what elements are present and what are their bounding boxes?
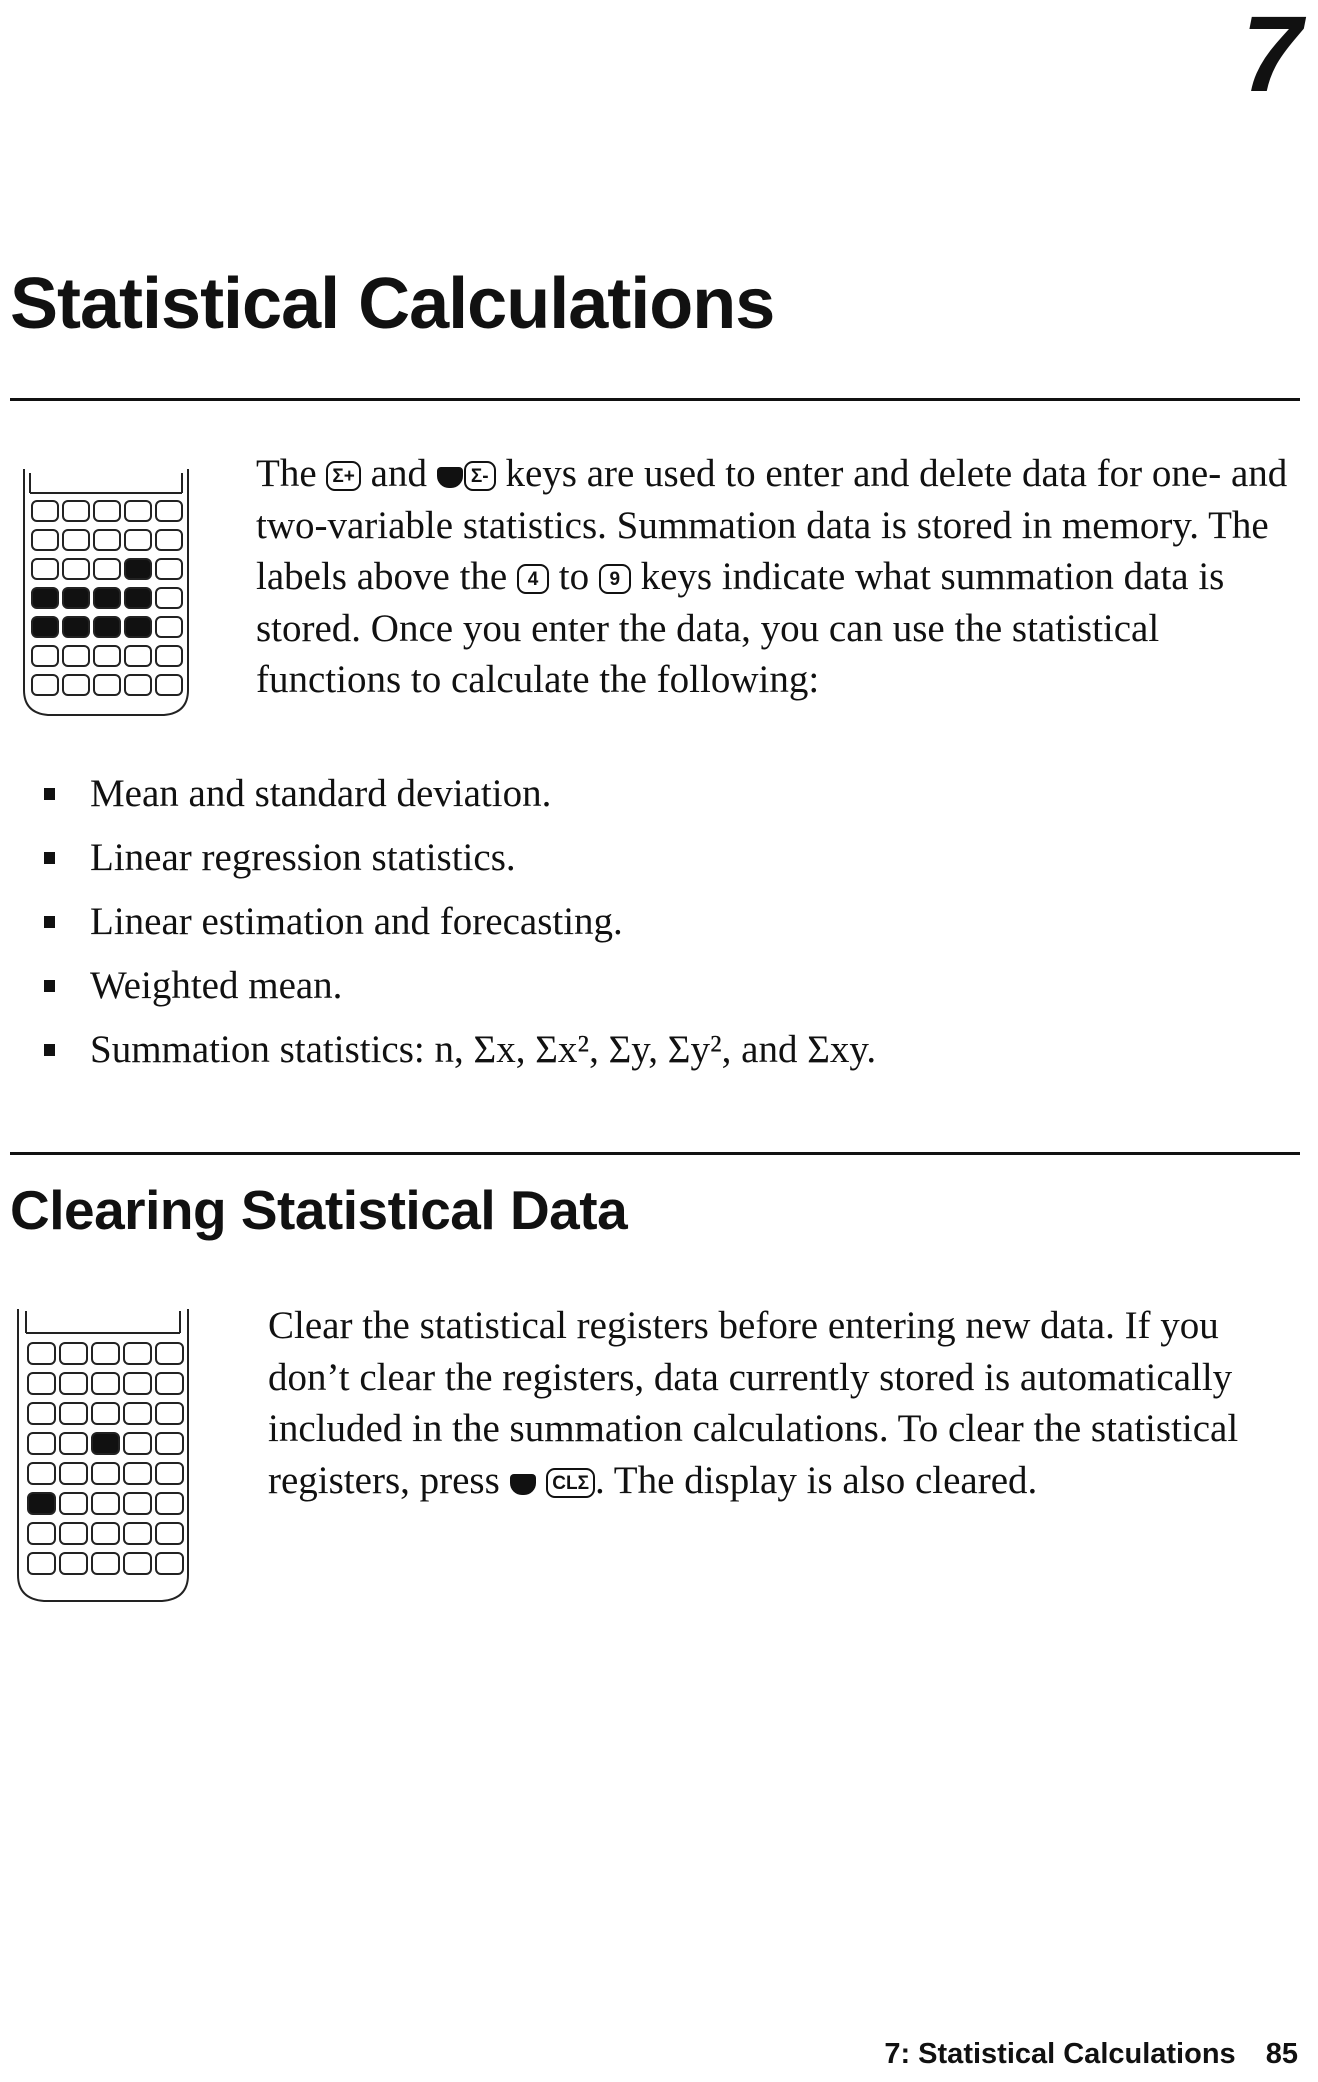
section-title: Clearing Statistical Data bbox=[10, 1179, 628, 1241]
key-4: 4 bbox=[517, 564, 549, 594]
calculator-key bbox=[92, 1403, 119, 1424]
calculator-key bbox=[32, 501, 58, 521]
list-item bbox=[40, 954, 876, 1018]
calculator-key bbox=[156, 1523, 183, 1544]
list-item-text: Mean and standard deviation. bbox=[90, 772, 552, 815]
calculator-key bbox=[60, 1523, 87, 1544]
intro-text-4: to bbox=[558, 555, 590, 598]
calculator-key bbox=[156, 1403, 183, 1424]
calculator-key bbox=[156, 501, 182, 521]
calculator-keyboard-icon bbox=[18, 465, 198, 720]
calculator-key bbox=[156, 1463, 183, 1484]
calculator-key bbox=[28, 1343, 55, 1364]
list-item bbox=[40, 890, 876, 954]
calculator-key bbox=[125, 588, 151, 608]
statistics-list bbox=[40, 762, 876, 1082]
calculator-keys bbox=[32, 501, 182, 695]
clearing-text-2: . The display is also cleared. bbox=[595, 1458, 1038, 1502]
calculator-key bbox=[60, 1553, 87, 1574]
bullet-icon bbox=[44, 980, 55, 992]
calculator-key bbox=[156, 675, 182, 695]
calculator-key bbox=[125, 501, 151, 521]
list-item-text: Linear estimation and forecasting. bbox=[90, 900, 623, 943]
chapter-number: 7 bbox=[1241, 0, 1298, 114]
calculator-key bbox=[28, 1433, 55, 1454]
calculator-key bbox=[28, 1523, 55, 1544]
list-item bbox=[40, 762, 876, 826]
calculator-key bbox=[156, 559, 182, 579]
list-item bbox=[40, 826, 876, 890]
calculator-key bbox=[156, 530, 182, 550]
clear-sigma-key: CLΣ bbox=[546, 1468, 595, 1498]
calculator-key bbox=[63, 559, 89, 579]
calculator-key bbox=[125, 530, 151, 550]
calculator-key bbox=[92, 1493, 119, 1514]
calculator-key bbox=[125, 617, 151, 637]
calculator-key bbox=[156, 1493, 183, 1514]
calculator-key bbox=[94, 588, 120, 608]
calculator-key bbox=[28, 1553, 55, 1574]
calculator-key bbox=[156, 1433, 183, 1454]
calculator-key bbox=[124, 1523, 151, 1544]
calculator-key bbox=[92, 1433, 119, 1454]
calculator-key bbox=[63, 530, 89, 550]
calculator-key bbox=[60, 1463, 87, 1484]
intro-text-2: and bbox=[370, 452, 427, 495]
calculator-key bbox=[63, 617, 89, 637]
page-number: 85 bbox=[1265, 2038, 1298, 2070]
calculator-key bbox=[124, 1553, 151, 1574]
calculator-key bbox=[156, 617, 182, 637]
calculator-key bbox=[60, 1373, 87, 1394]
footer-chapter-label: 7: Statistical Calculations bbox=[884, 2038, 1236, 2070]
calculator-key bbox=[94, 617, 120, 637]
calculator-keys bbox=[28, 1343, 183, 1574]
page-title: Statistical Calculations bbox=[10, 264, 775, 344]
calculator-key bbox=[156, 1343, 183, 1364]
calculator-key bbox=[28, 1373, 55, 1394]
page-footer bbox=[884, 2038, 1298, 2071]
calculator-key bbox=[92, 1463, 119, 1484]
calculator-key bbox=[32, 530, 58, 550]
calculator-key bbox=[60, 1403, 87, 1424]
calculator-key bbox=[125, 646, 151, 666]
calculator-key bbox=[32, 588, 58, 608]
calculator-key bbox=[94, 675, 120, 695]
calculator-key bbox=[94, 646, 120, 666]
calculator-key bbox=[124, 1493, 151, 1514]
calculator-key bbox=[63, 501, 89, 521]
intro-text-5: keys indicate what summation data is stored. Once you enter the data, you can use the statistical functions to calculate the following: bbox=[256, 555, 1225, 701]
calculator-key bbox=[156, 1553, 183, 1574]
calculator-key bbox=[94, 559, 120, 579]
sigma-minus-key: Σ- bbox=[464, 461, 496, 491]
key-9: 9 bbox=[599, 564, 631, 594]
intro-text-1: The bbox=[256, 452, 317, 495]
calculator-key bbox=[156, 588, 182, 608]
bullet-icon bbox=[44, 852, 55, 864]
list-item-text: Weighted mean. bbox=[90, 964, 343, 1007]
calculator-key bbox=[124, 1463, 151, 1484]
calculator-key bbox=[125, 675, 151, 695]
calculator-key bbox=[28, 1463, 55, 1484]
calculator-key bbox=[28, 1403, 55, 1424]
intro-paragraph bbox=[256, 448, 1298, 706]
calculator-key bbox=[32, 675, 58, 695]
bullet-icon bbox=[44, 1044, 55, 1056]
calculator-key bbox=[156, 646, 182, 666]
sigma-plus-key: Σ+ bbox=[326, 461, 361, 491]
calculator-key bbox=[124, 1373, 151, 1394]
calculator-key bbox=[94, 501, 120, 521]
list-item bbox=[40, 1018, 876, 1082]
calculator-key bbox=[124, 1403, 151, 1424]
calculator-key bbox=[28, 1493, 55, 1514]
calculator-key bbox=[124, 1343, 151, 1364]
list-item-text: Linear regression statistics. bbox=[90, 836, 516, 879]
calculator-keyboard-icon bbox=[12, 1305, 198, 1605]
calculator-key bbox=[63, 675, 89, 695]
calculator-key bbox=[60, 1433, 87, 1454]
calculator-key bbox=[92, 1373, 119, 1394]
title-divider bbox=[10, 398, 1300, 401]
calculator-key bbox=[63, 646, 89, 666]
calculator-key bbox=[125, 559, 151, 579]
clearing-paragraph bbox=[268, 1300, 1298, 1506]
clearing-text-1: Clear the statistical registers before entering new data. If you don’t clear the registers, data currently stored is automatically included in the summation calculations. To clear the statistical registers, press bbox=[268, 1304, 1239, 1502]
calculator-key bbox=[32, 559, 58, 579]
calculator-key bbox=[92, 1553, 119, 1574]
calculator-key bbox=[32, 646, 58, 666]
bullet-icon bbox=[44, 788, 55, 800]
shift-key-icon bbox=[437, 467, 463, 488]
calculator-key bbox=[92, 1523, 119, 1544]
calculator-key bbox=[124, 1433, 151, 1454]
intro-text-3: keys are used to enter and delete data for one- and two-variable statistics. Summation data is stored in memory. The labels above the bbox=[256, 452, 1288, 598]
list-item-text: Summation statistics: n, Σx, Σx², Σy, Σy², and Σxy. bbox=[90, 1028, 877, 1071]
section-divider bbox=[10, 1152, 1300, 1155]
calculator-key bbox=[156, 1373, 183, 1394]
calculator-key bbox=[60, 1343, 87, 1364]
calculator-key bbox=[92, 1343, 119, 1364]
bullet-icon bbox=[44, 916, 55, 928]
calculator-key bbox=[63, 588, 89, 608]
calculator-key bbox=[32, 617, 58, 637]
calculator-key bbox=[60, 1493, 87, 1514]
shift-key-icon bbox=[510, 1474, 536, 1495]
calculator-key bbox=[94, 530, 120, 550]
